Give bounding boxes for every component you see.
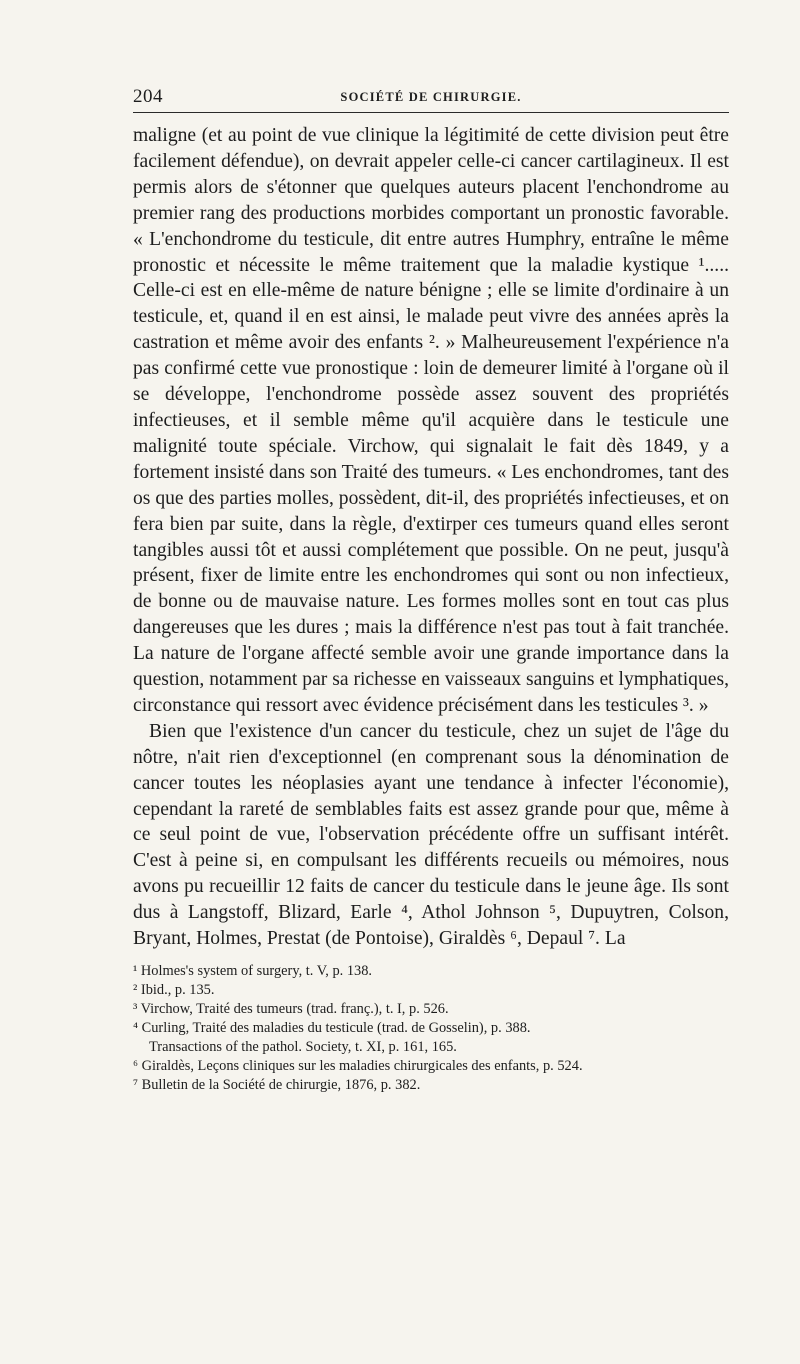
footnote-3: ³ Virchow, Traité des tumeurs (trad. franç.), t. I, p. 526. bbox=[133, 1001, 449, 1017]
footnote-4: ⁴ Curling, Traité des maladies du testicule (trad. de Gosselin), p. 388. bbox=[133, 1020, 531, 1036]
page-header bbox=[133, 86, 729, 113]
book-page bbox=[133, 86, 729, 1095]
page-number: 204 bbox=[133, 86, 163, 107]
paragraph-1: maligne (et au point de vue clinique la légitimité de cette division peut être facilement défendue), on devrait appeler celle-ci cancer cartilagineux. Il est permis alors de s'étonner que quelques auteurs placent l'enchondrome au premier rang des productions morbides comportant un pronostic favorable. « L'enchondrome du testicule, dit entre autres Humphry, entraîne le même pronostic et nécessite le même traitement que la maladie kystique ¹..... Celle-ci est en elle-même de nature bénigne ; elle se limite d'ordinaire à un testicule, et, quand il en est ainsi, le malade peut vivre des années après la castration et même avoir des enfants ². » Malheureusement l'expérience n'a pas confirmé cette vue pronostique : loin de demeurer limité à l'organe où il se développe, l'enchondrome possède assez souvent des propriétés infectieuses, et il semble même qu'il acquière dans le testicule une malignité toute spéciale. Virchow, qui signalait le fait dès 1849, y a fortement insisté dans son Traité des tumeurs. « Les enchondromes, tant des os que des parties molles, possèdent, dit-il, des propriétés infectieuses, et on fera bien par suite, dans la règle, d'extirper ces tumeurs quand elles seront tangibles aussi tôt et aussi complétement que possible. On ne peut, jusqu'à présent, fixer de limite entre les enchondromes qui sont ou non infectieux, de bonne ou de mauvaise nature. Les formes molles sont en tout cas plus dangereuses que les dures ; mais la différence n'est pas tout à fait tranchée. La nature de l'organe affecté semble avoir une grande importance dans la question, notamment par sa richesse en vaisseaux sanguins et lymphatiques, circonstance qui ressort avec évidence précisément dans les testicules ³. » bbox=[133, 125, 729, 716]
body-text bbox=[133, 123, 729, 952]
footnote-2: ² Ibid., p. 135. bbox=[133, 982, 215, 998]
running-head: SOCIÉTÉ DE CHIRURGIE. bbox=[340, 90, 522, 104]
footnote-6: ⁶ Giraldès, Leçons cliniques sur les maladies chirurgicales des enfants, p. 524. bbox=[133, 1058, 583, 1074]
footnote-7: ⁷ Bulletin de la Société de chirurgie, 1876, p. 382. bbox=[133, 1077, 421, 1093]
footnote-5: Transactions of the pathol. Society, t. XI, p. 161, 165. bbox=[149, 1039, 457, 1055]
footnote-1: ¹ Holmes's system of surgery, t. V, p. 138. bbox=[133, 963, 373, 979]
footnotes bbox=[133, 962, 729, 1095]
paragraph-2: Bien que l'existence d'un cancer du testicule, chez un sujet de l'âge du nôtre, n'ait rien d'exceptionnel (en comprenant sous la dénomination de cancer toutes les néoplasies ayant une tendance à infecter l'économie), cependant la rareté de semblables faits est assez grande pour que, même à ce seul point de vue, l'observation précédente offre un suffisant intérêt. C'est à peine si, en compulsant les différents recueils ou mémoires, nous avons pu recueillir 12 faits de cancer du testicule dans le jeune âge. Ils sont dus à Langstoff, Blizard, Earle ⁴, Athol Johnson ⁵, Dupuytren, Colson, Bryant, Holmes, Prestat (de Pontoise), Giraldès ⁶, Depaul ⁷. La bbox=[133, 720, 729, 950]
